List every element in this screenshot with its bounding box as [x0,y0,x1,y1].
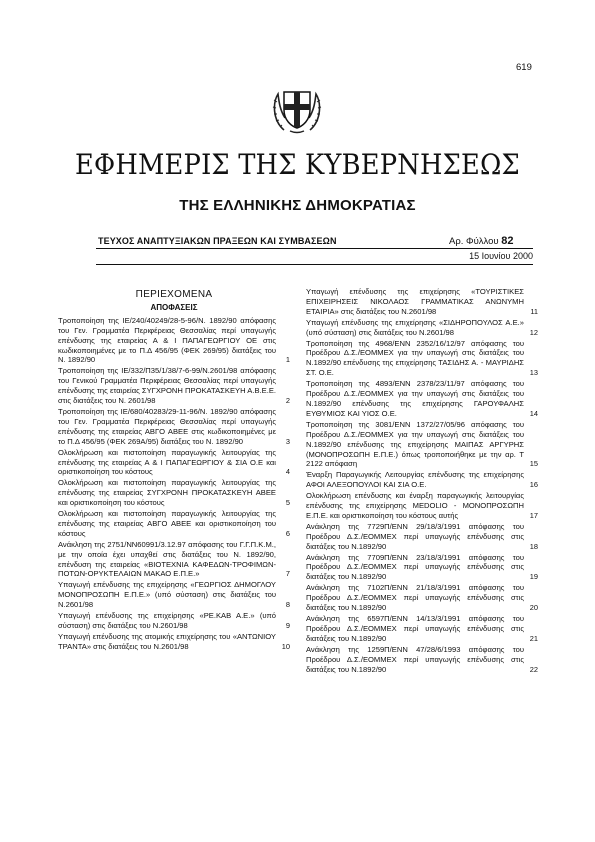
toc-entry-page: 13 [529,368,538,378]
toc-entry [306,614,538,644]
toc-entry-text: Ανάκληση της 7102Π/ΕΝΝ 21/18/3/1991 απόφασης του Προέδρου Δ.Σ./ΕΟΜΜΕΧ περί υπαγωγής επένδυσης στις διατάξεις του Ν.1892/90 [306,583,524,613]
toc-entry-page: 22 [529,664,538,674]
toc-entry-page: 15 [529,459,538,469]
toc-entry [306,379,538,419]
page-number: 619 [516,62,532,73]
header-rule-top [96,248,533,249]
toc-entry [58,580,290,610]
issue-date: 15 Ιουνίου 2000 [469,251,533,261]
toc-entry-text: Ολοκλήρωση και πιστοποίηση παραγωγικής λειτουργίας της επένδυσης της εταιρείας ΣΥΓΧΡΟΝΗ ΠΡΟΚΑΤΑΣΚΕΥΗ ΑΒΕΕ και οριστικοποίηση του κόστους [58,478,276,508]
toc-entry-text: Υπαγωγή επένδυσης της επιχείρησης «ΣΙΔΗΡΟΠΟΥΛΟΣ Α.Ε.» (υπό σύσταση) στις διατάξεις του Ν.2601/98 [306,317,524,337]
toc-entry-text: Τροποποίηση της 4968/ΕΝΝ 2352/16/12/97 απόφασης του Προέδρου Δ.Σ./ΕΟΜΜΕΧ για την υπαγωγή στις διατάξεις του Ν.1892/90 επένδυσης της επιχείρησης ΤΑΣΙΔΗΣ Α. - ΜΑΥΡΙΔΗΣ ΣΤ. Ο.Ε. [306,338,524,378]
toc-entry-text: Τροποποίηση της ΙΕ/240/40249/28-5-96/Ν. 1892/90 απόφασης του Γεν. Γραμματέα Περιφέρειας Θεσσαλίας περί υπαγωγής επένδυσης της εταιρείας Α & Ι ΠΑΠΑΓΕΩΡΓΙΟΥ ΟΕ στις κωδικοποιημένες με το Π.Δ 456/95 (ΦΕΚ 269/95) διατάξεις του Ν. 1892/90 [58,315,276,365]
toc-entry [306,553,538,583]
toc-entry [58,366,290,406]
toc-entry-text: Υπαγωγή επένδυσης της επιχείρησης «ΡΕ.ΚΑΒ Α.Ε.» (υπό σύσταση) στις διατάξεις του Ν.2601/98 [58,611,276,630]
toc-entry-page: 3 [285,436,290,446]
toc-entry-page: 1 [285,355,290,365]
toc-entry [58,407,290,447]
toc-entry-page: 14 [529,408,538,418]
toc-entry-text: Υπαγωγή επένδυσης της επιχείρησης «ΓΕΩΡΓΙΟΣ ΔΗΜΟΓΛΟΥ ΜΟΝΟΠΡΟΣΩΠΗ Ε.Π.Ε.» (υπό σύσταση) στις διατάξεις του Ν.2601/98 [58,580,276,610]
toc-subheading: ΑΠΟΦΑΣΕΙΣ [150,302,198,312]
toc-entry-text: Υπαγωγή επένδυσης της ατομικής επιχείρησης του «ΑΝΤΩΝΙΟΥ ΤΡΑΝΤΑ» στις διατάξεις του Ν.2601/98 [58,631,276,651]
toc-entry-page: 5 [285,498,290,508]
toc-entry [58,611,290,631]
toc-entry-page: 8 [285,600,290,610]
toc-entry-text: Τροποποίηση της ΙΕ/332/Π35/1/38/7-6-99/Ν.2601/98 απόφασης του Γενικού Γραμματέα Περιφέρειας Θεσσαλίας περί υπαγωγής επένδυσης της εταιρείας ΣΥΓΧΡΟΝΗ ΠΡΟΚΑΤΑΣΚΕΥΗ Α.Β.Ε.Ε. στις διατάξεις του Ν. 2601/98 [58,366,276,406]
toc-entry [58,478,290,508]
toc-entry [306,287,538,317]
toc-entry-text: Ανάκληση της 6597Π/ΕΝΝ 14/13/3/1991 απόφασης του Προέδρου Δ.Σ./ΕΟΜΜΕΧ περί υπαγωγής επένδυσης στις διατάξεις του Ν.1892/90 [306,614,524,643]
toc-entry [58,316,290,366]
toc-right-column [306,287,538,675]
toc-entry-text: Ολοκλήρωση και πιστοποίηση παραγωγικής λειτουργίας της επένδυσης της εταιρείας ΑΒΓΟ ΑΒΕΕ και οριστικοποίηση του κόστους [58,509,276,538]
gazette-subtitle: ΤΗΣ ΕΛΛΗΝΙΚΗΣ ΔΗΜΟΚΡΑΤΙΑΣ [179,197,416,214]
toc-entry [306,645,538,675]
toc-entry-text: Τροποποίηση της ΙΕ/680/40283/29-11-96/Ν. 1892/90 απόφασης του Γεν. Γραμματέα Περιφέρειας Θεσσαλίας περί υπαγωγής επένδυσης της εταιρείας ΑΒΓΟ ΑΒΕΕ στις κωδικοποιημένες με το Π.Δ 456/95 (ΦΕΚ 269Α/95) διατάξεις του Ν. 1892/90 [58,406,276,446]
toc-entry [58,448,290,478]
toc-entry-text: Τροποποίηση της 4893/ΕΝΝ 2378/23/11/97 απόφασης του Προέδρου Δ.Σ./ΕΟΜΜΕΧ για την υπαγωγή στις διατάξεις του Ν.1892/90 επένδυσης της επιχείρησης ΓΑΡΟΥΦΑΛΗΣ ΕΥΘΥΜΙΟΣ ΚΑΙ ΥΙΟΣ Ο.Ε. [306,379,524,418]
toc-entry [306,583,538,613]
issue-series: ΤΕΥΧΟΣ ΑΝΑΠΤΥΞΙΑΚΩΝ ΠΡΑΞΕΩΝ ΚΑΙ ΣΥΜΒΑΣΕΩΝ [98,236,337,246]
toc-entry [58,509,290,539]
toc-entry-page: 4 [285,467,290,477]
gazette-title: ΕΦΗΜΕΡΙΣ ΤΗΣ ΚΥΒΕΡΝΗΣΕΩΣ [75,148,520,181]
toc-heading: ΠΕΡΙΕΧΟΜΕΝΑ [135,289,213,300]
toc-entry-page: 19 [529,572,538,582]
toc-entry-text: Υπαγωγή επένδυσης της επιχείρησης «ΤΟΥΡΙΣΤΙΚΕΣ ΕΠΙΧΕΙΡΗΣΕΙΣ ΝΙΚΟΛΑΟΣ ΓΡΑΜΜΑΤΙΚΑΣ ΑΝΩΝΥΜΗ ΕΤΑΙΡΙΑ» στις διατάξεις του Ν.2601/98 [306,287,524,316]
toc-entry [306,318,538,338]
toc-left-column [58,290,290,653]
issue-number [449,235,514,247]
toc-entry [58,540,290,580]
toc-entry-text: Ανάκληση της 7729Π/ΕΝΝ 29/18/3/1991 απόφασης του Προέδρου Δ.Σ./ΕΟΜΜΕΧ περί υπαγωγής επένδυσης στις διατάξεις του Ν.1892/90 [306,521,524,551]
toc-entry-text: Ανάκληση της 1259Π/ΕΝΝ 47/28/6/1993 απόφασης του Προέδρου Δ.Σ./ΕΟΜΜΕΧ περί υπαγωγής επένδυσης στις διατάξεις του Ν.1892/90 [306,644,524,674]
toc-entry-page: 16 [529,480,538,490]
toc-entry-page: 7 [285,569,290,579]
toc-entry-page: 9 [285,621,290,630]
toc-entry-text: Ανάκληση της 7709Π/ΕΝΝ 23/18/3/1991 απόφασης του Προέδρου Δ.Σ./ΕΟΜΜΕΧ περί υπαγωγής επένδυσης στις διατάξεις του Ν.1892/90 [306,552,524,582]
toc-entry-page: 18 [529,541,538,551]
header-rule-bottom [96,264,533,265]
toc-entry [306,420,538,470]
toc-entry-page: 10 [281,641,290,651]
toc-entry-page: 2 [285,396,290,406]
toc-entry [306,522,538,552]
toc-entry-text: Ανάκληση της 2751/ΝΝ60991/3.12.97 απόφασης του Γ.Γ.Π.Κ.Μ., με την οποία έχει υπαχθεί στις διατάξεις του Ν. 1892/90, επένδυση της εταιρείας «ΒΙΟΤΕΧΝΙΑ ΚΑΦΕΔΩΝ-ΤΡΟΦΙΜΩΝ-ΠΟΤΩΝ-ΟΡΥΚΤΕΛΑΙΩΝ ΜΑΚΑΟ Ε.Π.Ε.» [58,539,276,579]
toc-entry [306,339,538,379]
toc-entry-page: 11 [530,306,538,316]
issue-number-label: Αρ. Φύλλου [449,236,499,247]
toc-entry-page: 12 [529,327,538,337]
toc-entry-text: Ολοκλήρωση επένδυσης και έναρξη παραγωγικής λειτουργίας επένδυσης της επιχείρησης MEDOLIO - ΜΟΝΟΠΡΟΣΩΠΗ Ε.Π.Ε. και οριστικοποίηση του κόστους αυτής [306,491,524,520]
toc-entry [306,491,538,521]
toc-entry-text: Ολοκλήρωση και πιστοποίηση παραγωγικής λειτουργίας της επένδυσης της εταιρείας Α & Ι ΠΑΠΑΓΕΩΡΓΙΟΥ & ΣΙΑ Ο.Ε και οριστικοποίηση του κόστους [58,447,276,477]
toc-entry-page: 17 [529,510,538,520]
issue-number-value: 82 [501,235,514,247]
toc-entry-text: Τροποποίηση της 3081/ΕΝΝ 1372/27/05/96 απόφασης του Προέδρου Δ.Σ./ΕΟΜΜΕΧ για την υπαγωγή στις διατάξεις του Ν.1892/90 επένδυσης της επιχείρησης ΜΑΙΠΑΣ ΑΡΓΥΡΗΣ (ΜΟΝΟΠΡΟΣΩΠΗ Ε.Π.Ε.) όπως τροποποιήθηκε με την αρ. Τ 2122 απόφαση [306,419,524,469]
toc-entry-page: 21 [529,633,538,643]
toc-entry [306,470,538,490]
toc-entry-page: 6 [285,528,290,538]
toc-entry [58,632,290,652]
greek-coat-of-arms-emblem [270,82,324,136]
toc-entry-page: 20 [529,603,538,613]
toc-entry-text: Έναρξη Παραγωγικής Λειτουργίας επένδυσης της επιχείρησης ΑΦΟΙ ΑΛΕΞΟΠΟΥΛΟΙ ΚΑΙ ΣΙΑ Ο.Ε. [306,470,524,490]
